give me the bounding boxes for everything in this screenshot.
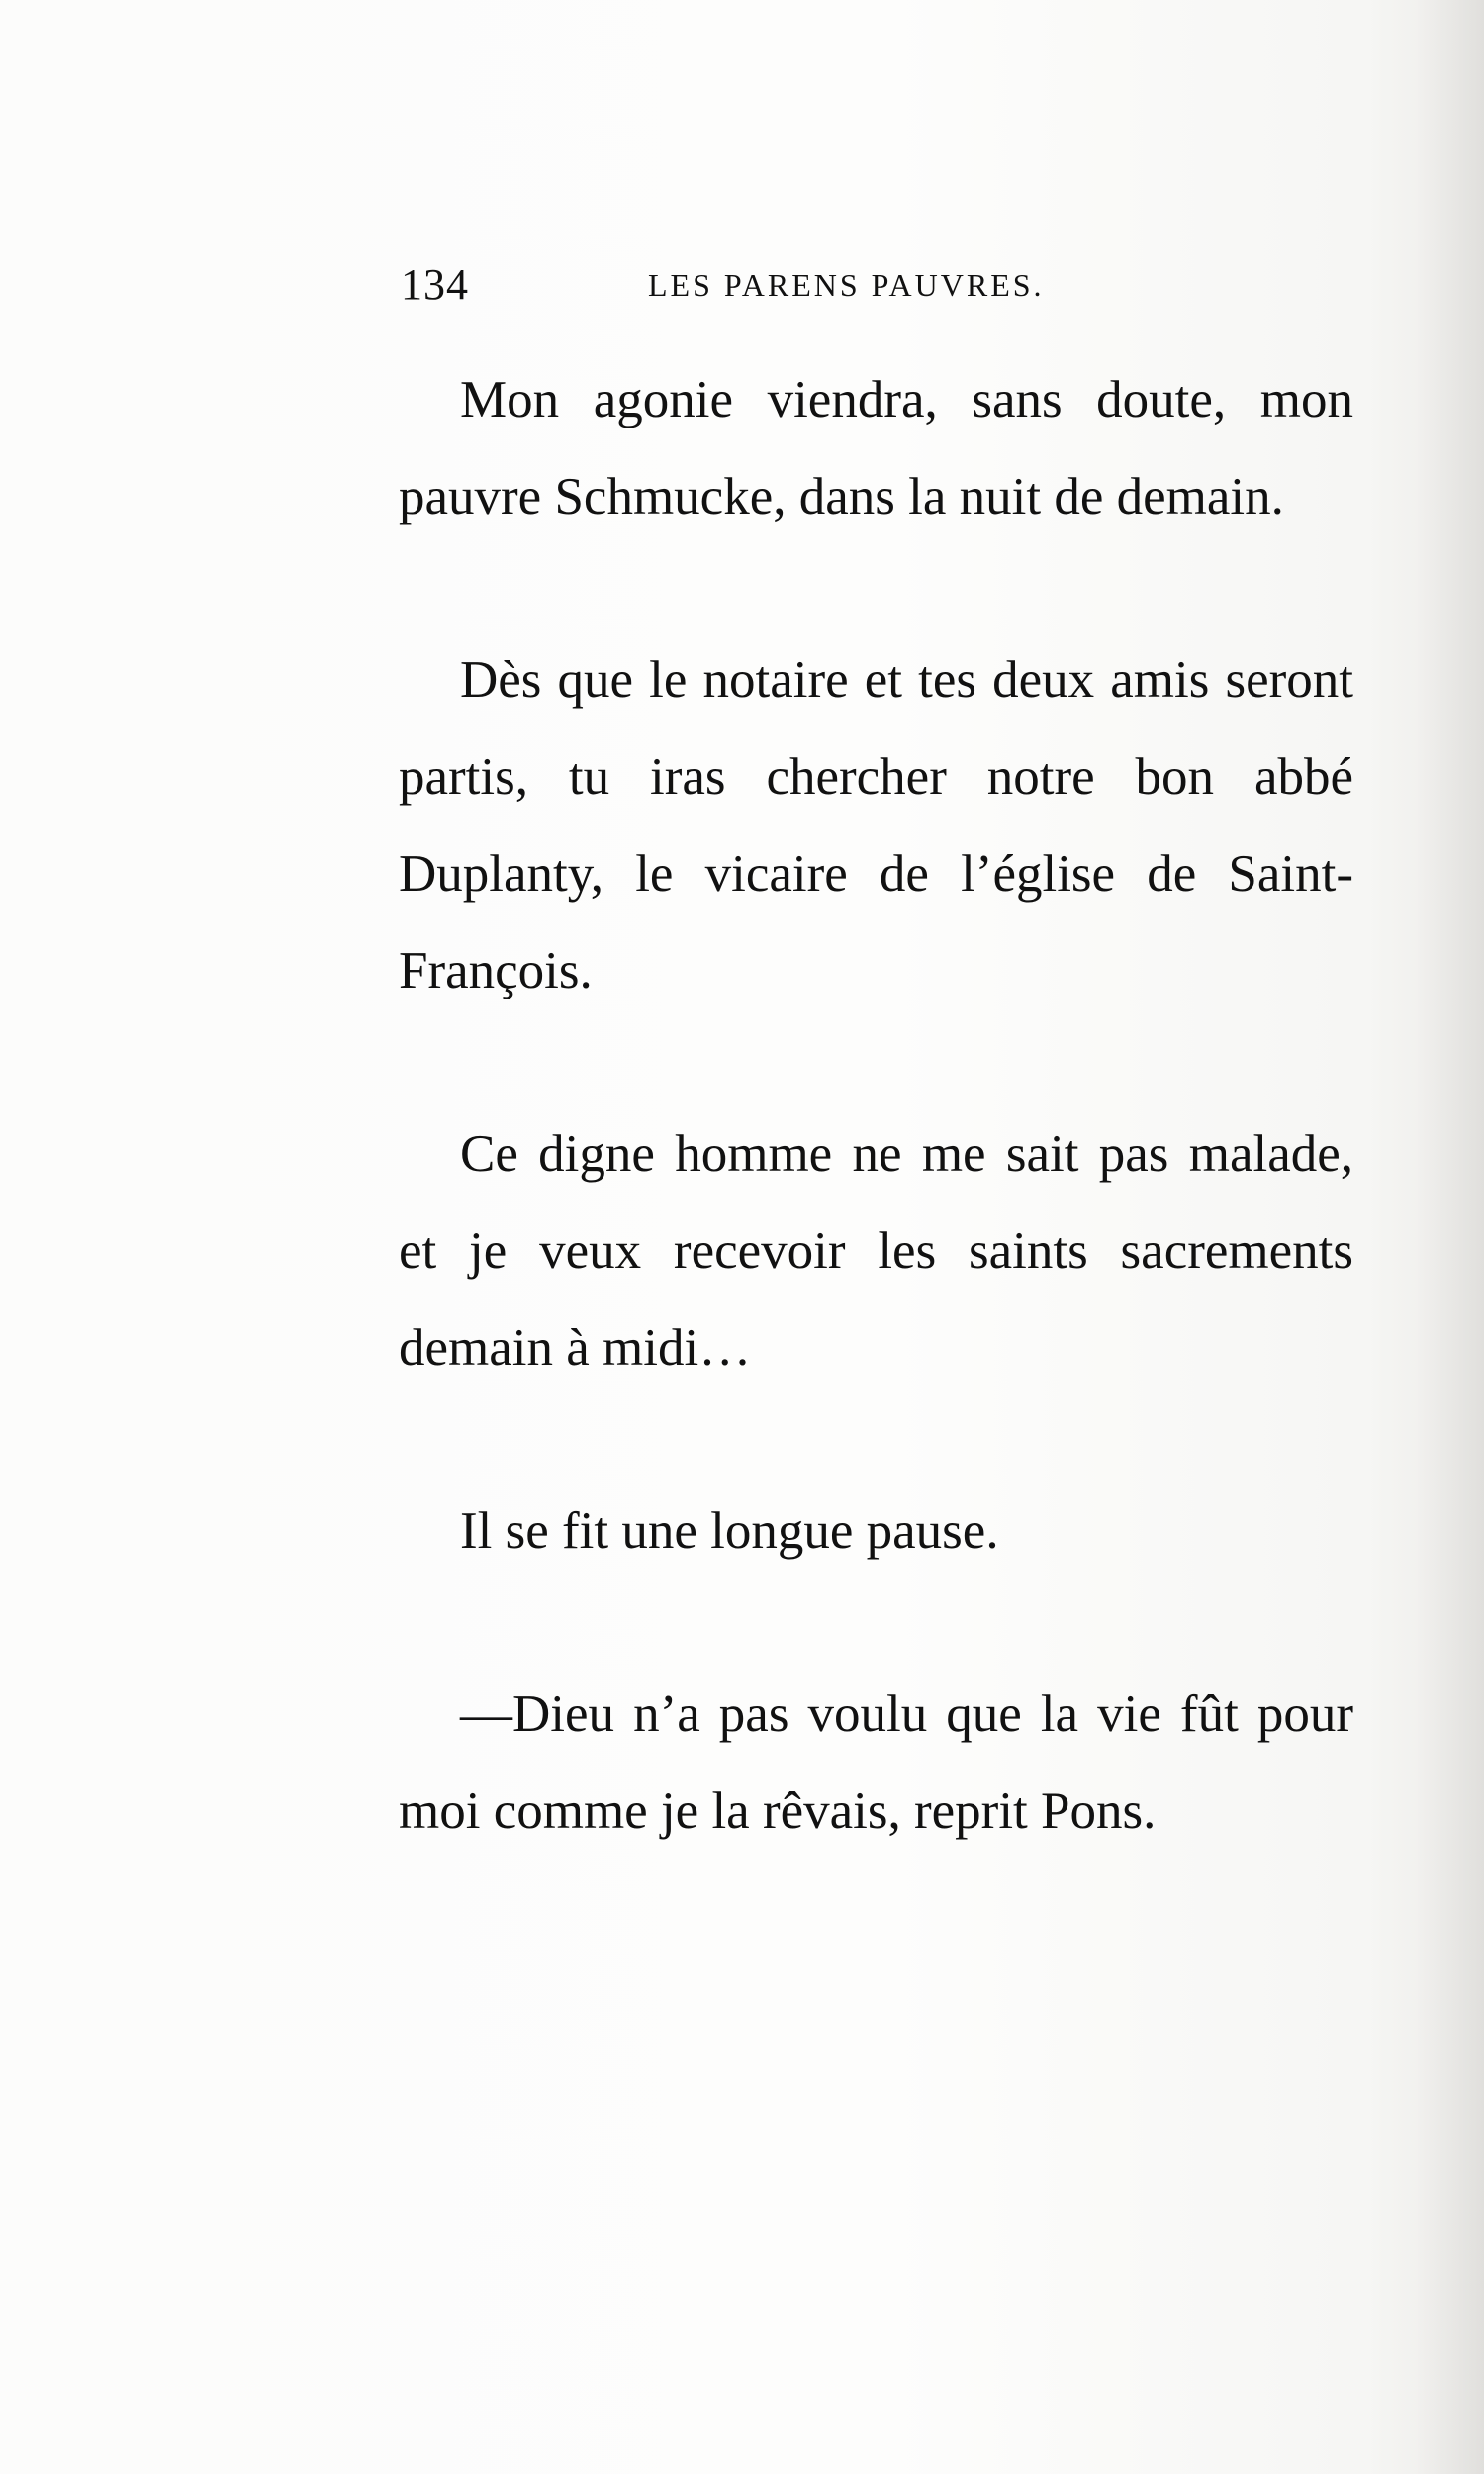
page-edge-shadow [1415, 0, 1484, 2474]
running-head [401, 259, 1113, 309]
paragraph: Il se fit une longue pause. [460, 1502, 999, 1560]
page-number: 134 [401, 260, 469, 309]
body-text [399, 351, 1353, 1859]
paragraph: Mon agonie viendra, sans doute, mon pauvre Schmucke, dans la nuit de demain. [399, 371, 1353, 525]
paragraph: —Dieu n’a pas voulu que la vie fût pour moi comme je la rêvais, reprit Pons. [399, 1685, 1353, 1840]
paragraph: Ce digne homme ne me sait pas malade, et je veux recevoir les saints sacrements demain à midi… [399, 1125, 1353, 1377]
paragraph: Dès que le notaire et tes deux amis seront partis, tu iras chercher notre bon abbé Duplanty, le vicaire de l’église de Saint-François. [399, 651, 1353, 999]
running-title: LES PARENS PAUVRES. [648, 267, 1045, 303]
